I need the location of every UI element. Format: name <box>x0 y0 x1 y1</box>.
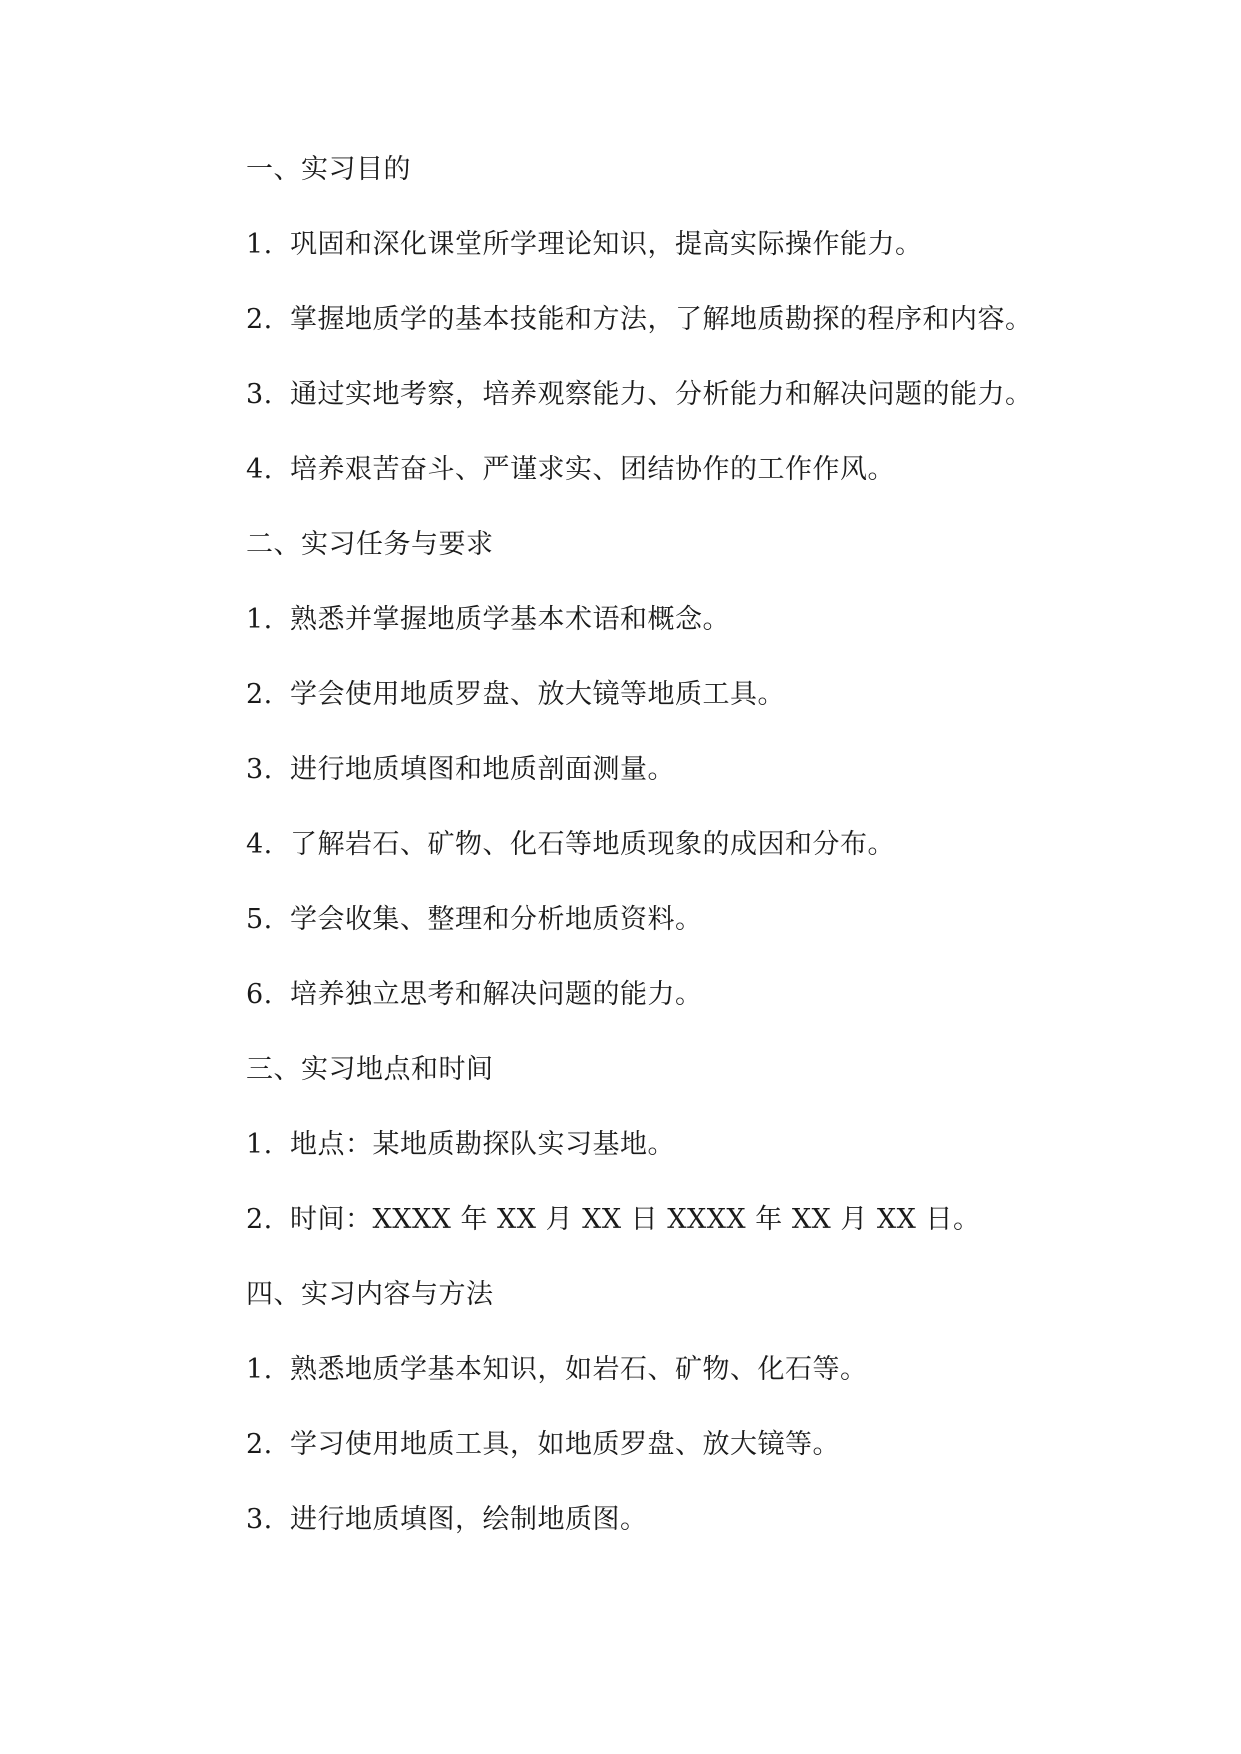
list-item <box>246 975 703 1015</box>
list-item-number: 2. <box>246 304 273 335</box>
list-item <box>246 1425 840 1465</box>
list-item-number: 2. <box>246 679 273 710</box>
list-item-text: 培养独立思考和解决问题的能力。 <box>290 979 703 1010</box>
section-heading: 四、实习内容与方法 <box>246 1279 494 1310</box>
list-item-text: 地点：某地质勘探队实习基地。 <box>290 1129 675 1160</box>
list-item <box>246 750 675 790</box>
list-item-number: 3. <box>246 379 273 410</box>
list-item-text: 通过实地考察，培养观察能力、分析能力和解决问题的能力。 <box>290 379 1033 410</box>
list-item-number: 1. <box>246 604 273 635</box>
list-item-number: 3. <box>246 1504 273 1535</box>
list-item-text: 熟悉并掌握地质学基本术语和概念。 <box>290 604 730 635</box>
list-item <box>246 900 703 940</box>
list-item-text: 培养艰苦奋斗、严谨求实、团结协作的工作作风。 <box>290 454 895 485</box>
section-heading: 二、实习任务与要求 <box>246 529 494 560</box>
list-item-number: 1. <box>246 229 273 260</box>
list-item-text: 进行地质填图，绘制地质图。 <box>290 1504 648 1535</box>
list-item-number: 5. <box>246 904 273 935</box>
list-item-number: 2. <box>246 1204 273 1235</box>
list-item-number: 2. <box>246 1429 273 1460</box>
list-item <box>246 300 1033 340</box>
list-item-text: 熟悉地质学基本知识，如岩石、矿物、化石等。 <box>290 1354 868 1385</box>
list-item <box>246 825 895 865</box>
list-item <box>246 1200 980 1240</box>
list-item <box>246 1125 675 1165</box>
list-item <box>246 375 1033 415</box>
list-item <box>246 450 895 490</box>
list-item-text: 掌握地质学的基本技能和方法，了解地质勘探的程序和内容。 <box>290 304 1033 335</box>
list-item <box>246 675 785 715</box>
section-heading: 一、实习目的 <box>246 154 411 185</box>
list-item <box>246 1500 648 1540</box>
list-item-text: 了解岩石、矿物、化石等地质现象的成因和分布。 <box>290 829 895 860</box>
list-item-text: 进行地质填图和地质剖面测量。 <box>290 754 675 785</box>
list-item <box>246 1350 868 1390</box>
list-item-number: 3. <box>246 754 273 785</box>
list-item-text: 学会使用地质罗盘、放大镜等地质工具。 <box>290 679 785 710</box>
list-item-number: 6. <box>246 979 273 1010</box>
list-item-text: 学会收集、整理和分析地质资料。 <box>290 904 703 935</box>
list-item-text: 时间：XXXX 年 XX 月 XX 日 XXXX 年 XX 月 XX 日。 <box>290 1204 981 1235</box>
list-item <box>246 225 923 265</box>
list-item-number: 1. <box>246 1129 273 1160</box>
list-item-number: 4. <box>246 829 273 860</box>
list-item-number: 4. <box>246 454 273 485</box>
list-item-text: 学习使用地质工具，如地质罗盘、放大镜等。 <box>290 1429 840 1460</box>
section-heading: 三、实习地点和时间 <box>246 1054 494 1085</box>
list-item-number: 1. <box>246 1354 273 1385</box>
list-item-text: 巩固和深化课堂所学理论知识，提高实际操作能力。 <box>290 229 923 260</box>
list-item <box>246 600 730 640</box>
